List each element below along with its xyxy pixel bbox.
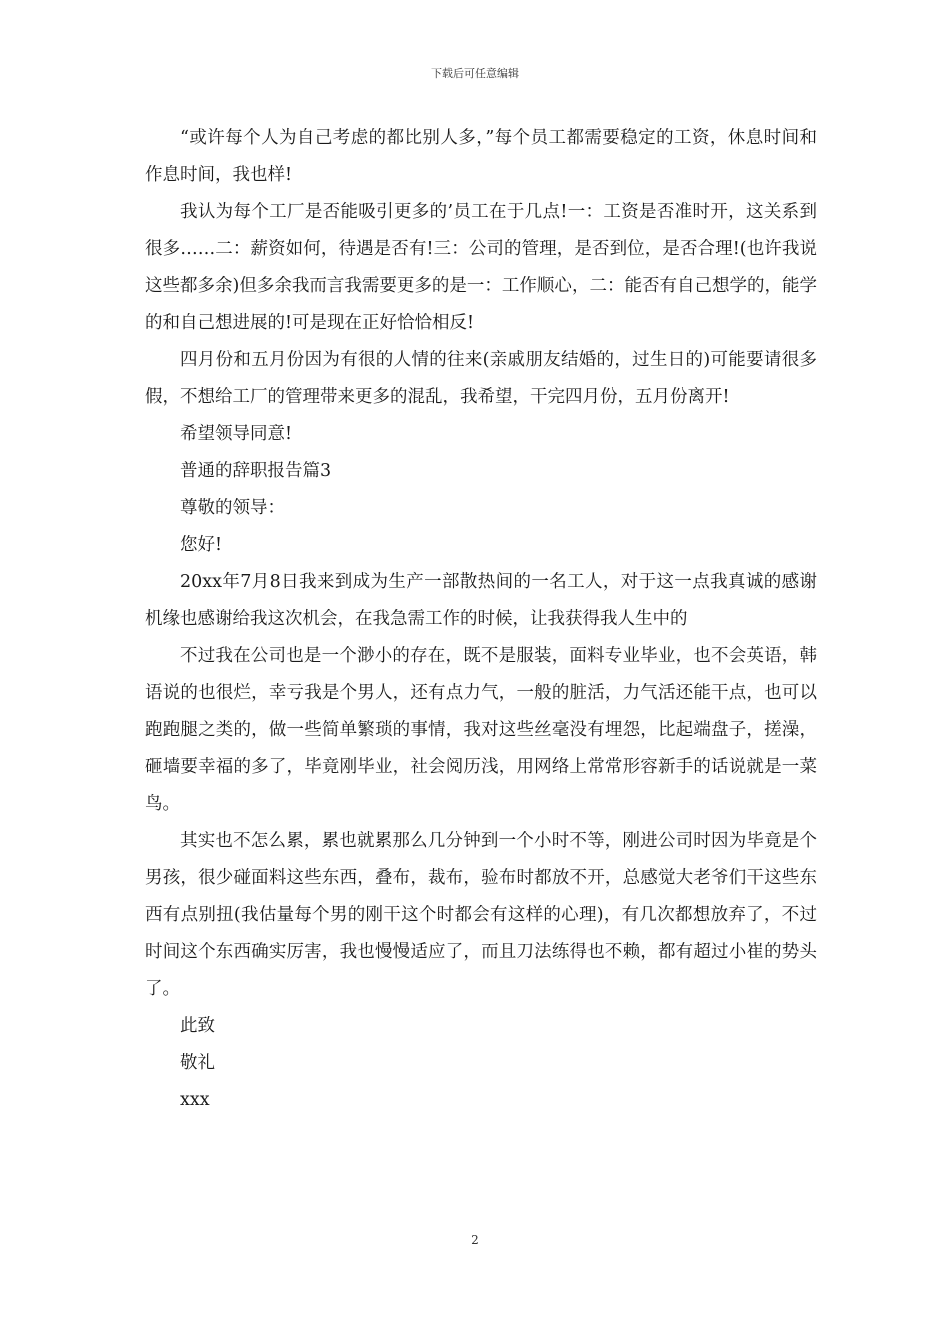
section-title: 普通的辞职报告篇3: [180, 461, 332, 481]
paragraph: 我认为每个工厂是否能吸引更多的’员工在于几点!一：工资是否准时开，这关系到很多……二：薪资如何，待遇是否有!三：公司的管理，是否到位，是否合理!(也许我说这些都多余)但多余我而言我需要更多的是一：工作顺心，二：能否有自己想学的，能学的和自己想进展的!可是现在正好恰恰相反!: [145, 202, 817, 333]
salutation: 尊敬的领导：: [180, 498, 285, 518]
page-number: 2: [471, 1233, 479, 1247]
paragraph: 希望领导同意!: [180, 424, 293, 444]
closing-regards: 敬礼: [180, 1053, 215, 1073]
paragraph: 其实也不怎么累，累也就累那么几分钟到一个小时不等，刚进公司时因为毕竟是个男孩，很少碰面料这些东西，叠布，裁布，验布时都放不开，总感觉大老爷们干这些东西有点别扭(我估量每个男的刚干这个时都会有这样的心理)，有几次都想放弃了，不过时间这个东西确实厉害，我也慢慢适应了，而且刀法练得也不赖，都有超过小崔的势头了。: [145, 831, 817, 999]
paragraph: “或许每个人为自己考虑的都比别人多，”每个员工都需要稳定的工资，休息时间和作息时间，我也样!: [145, 128, 817, 185]
page-header-note: 下载后可任意编辑: [431, 67, 519, 80]
greeting: 您好!: [180, 535, 223, 555]
closing-line: 此致: [180, 1016, 215, 1036]
paragraph: 不过我在公司也是一个渺小的存在，既不是服装，面料专业毕业，也不会英语，韩语说的也很烂，幸亏我是个男人，还有点力气，一般的脏活，力气活还能干点，也可以跑跑腿之类的，做一些简单繁琐的事情，我对这些丝毫没有埋怨，比起端盘子，搓澡，砸墙要幸福的多了，毕竟刚毕业，社会阅历浅，用网络上常常形容新手的话说就是一菜鸟。: [145, 646, 817, 814]
signature-name: xxx: [180, 1090, 210, 1110]
paragraph: 20xx年7月8日我来到成为生产一部散热间的一名工人，对于这一点我真诚的感谢机缘也感谢给我这次机会，在我急需工作的时候，让我获得我人生中的: [145, 572, 817, 629]
paragraph: 四月份和五月份因为有很的人情的往来(亲戚朋友结婚的，过生日的)可能要请很多假，不想给工厂的管理带来更多的混乱，我希望，干完四月份，五月份离开!: [145, 350, 817, 407]
document-body: [145, 120, 817, 1119]
